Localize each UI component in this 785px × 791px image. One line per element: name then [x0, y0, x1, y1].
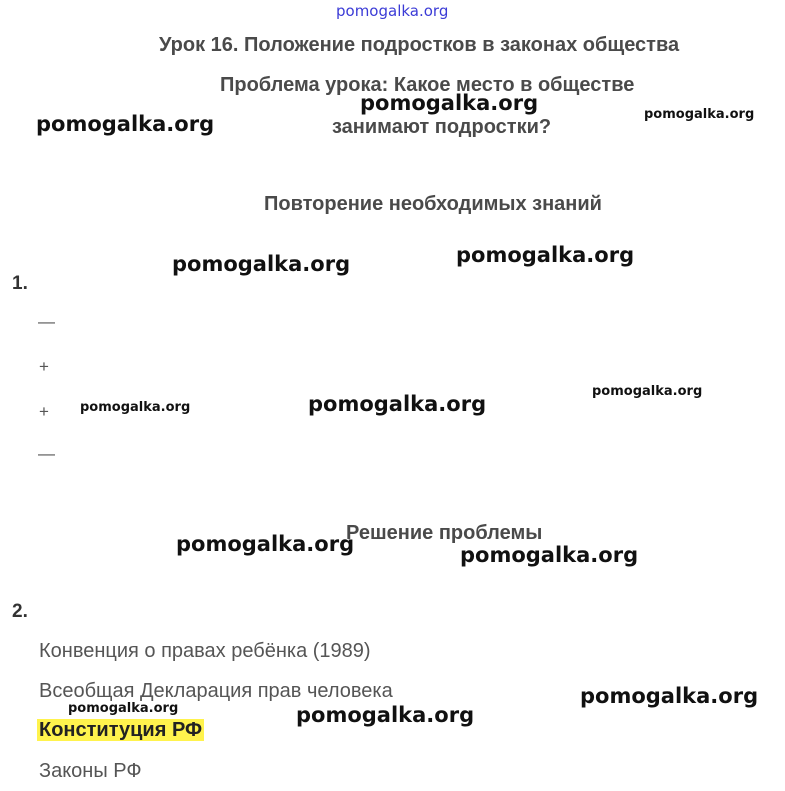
- watermark: pomogalka.org: [80, 400, 191, 415]
- watermark: pomogalka.org: [176, 532, 355, 556]
- watermark: pomogalka.org: [308, 392, 487, 416]
- answer-mark-1: —: [38, 312, 55, 331]
- lesson-problem-line1: Проблема урока: Какое место в обществе: [220, 74, 635, 96]
- task-2-number: 2.: [12, 601, 28, 622]
- solution-heading: Решение проблемы: [346, 522, 543, 544]
- answer-mark-2: +: [39, 357, 49, 376]
- law-item: Конвенция о правах ребёнка (1989): [39, 640, 371, 662]
- answer-mark-3: +: [39, 402, 49, 421]
- watermark: pomogalka.org: [460, 543, 639, 567]
- lesson-problem-line2: занимают подростки?: [332, 116, 552, 138]
- watermark: pomogalka.org: [644, 107, 755, 122]
- answer-mark-4: —: [38, 444, 55, 463]
- law-item: Законы РФ: [39, 760, 142, 782]
- task-1-number: 1.: [12, 273, 28, 294]
- lesson-title: Урок 16. Положение подростков в законах общества: [159, 34, 680, 56]
- watermark: pomogalka.org: [36, 112, 215, 136]
- law-item-highlighted: Конституция РФ: [39, 719, 203, 741]
- watermark: pomogalka.org: [296, 703, 475, 727]
- watermark: pomogalka.org: [68, 701, 179, 716]
- watermark: pomogalka.org: [580, 684, 759, 708]
- source-watermark-top: pomogalka.org: [336, 2, 449, 20]
- law-item: Всеобщая Декларация прав человека: [39, 680, 393, 702]
- watermark: pomogalka.org: [456, 243, 635, 267]
- review-heading: Повторение необходимых знаний: [264, 193, 602, 215]
- watermark: pomogalka.org: [172, 252, 351, 276]
- watermark: pomogalka.org: [592, 384, 703, 399]
- watermark: pomogalka.org: [360, 91, 539, 115]
